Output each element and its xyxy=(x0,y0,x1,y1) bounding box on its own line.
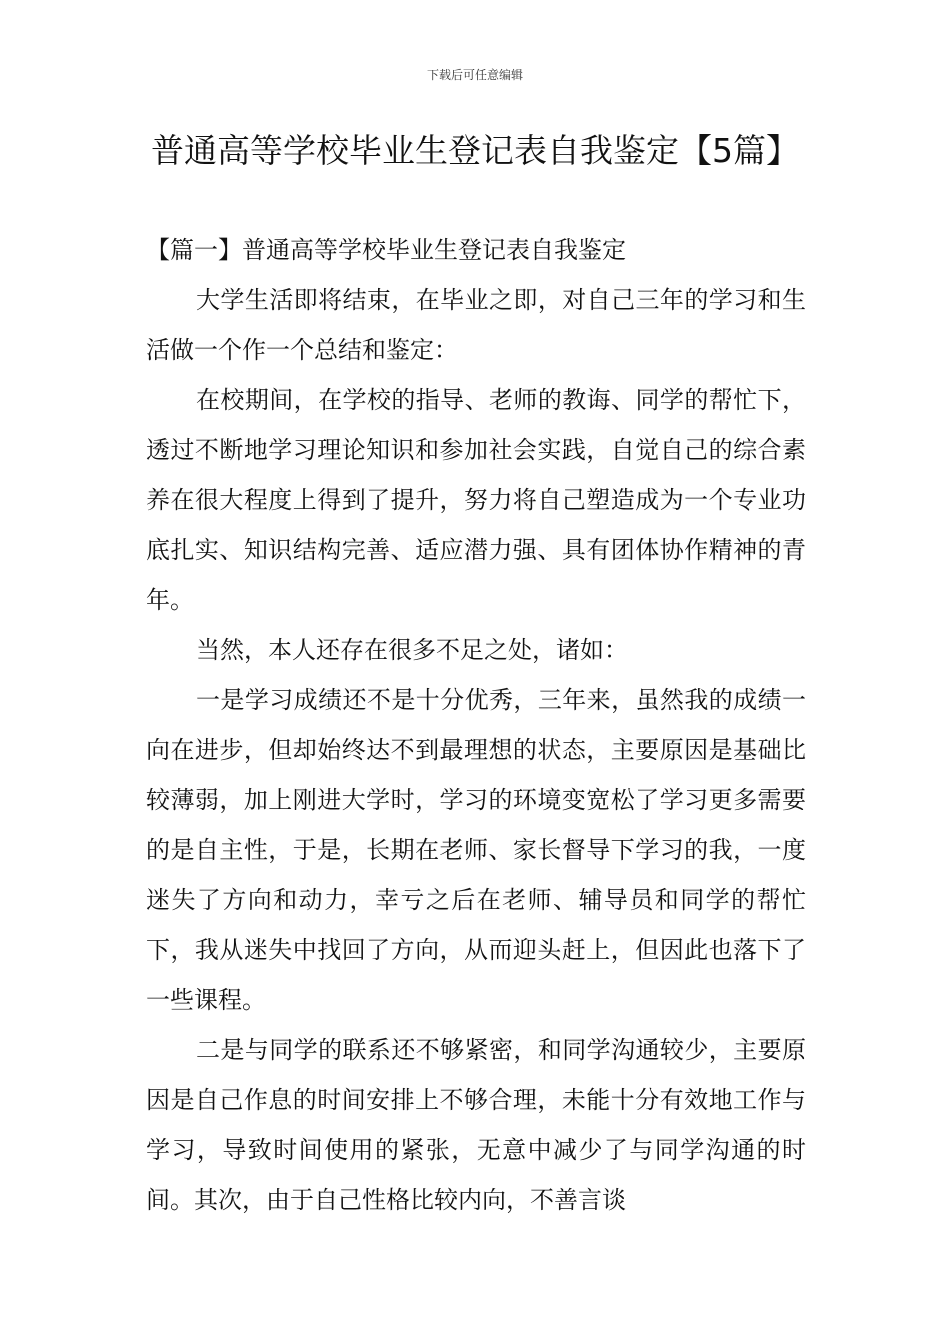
header-note: 下载后可任意编辑 xyxy=(426,68,523,82)
section-heading: 【篇一】普通高等学校毕业生登记表自我鉴定 xyxy=(146,236,626,264)
paragraph-point-one: 一是学习成绩还不是十分优秀，三年来，虽然我的成绩一向在进步，但却始终达不到最理想的状态，主要原因是基础比较薄弱，加上刚进大学时，学习的环境变宽松了学习更多需要的是自主性，于是，长期在老师、家长督导下学习的我，一度迷失了方向和动力，幸亏之后在老师、辅导员和同学的帮忙下，我从迷失中找回了方向，从而迎头赶上，但因此也落下了一些课程。 xyxy=(146,686,806,1014)
paragraph-intro: 大学生活即将结束，在毕业之即，对自己三年的学习和生活做一个作一个总结和鉴定： xyxy=(146,286,806,364)
document-body xyxy=(146,225,806,1225)
paragraph-point-two: 二是与同学的联系还不够紧密，和同学沟通较少，主要原因是自己作息的时间安排上不够合理，未能十分有效地工作与学习，导致时间使用的紧张，无意中减少了与同学沟通的时间。其次，由于自己性格比较内向，不善言谈 xyxy=(146,1036,806,1214)
document-title: 普通高等学校毕业生登记表自我鉴定【5篇】 xyxy=(151,131,799,170)
paragraph-shortcomings: 当然，本人还存在很多不足之处，诸如： xyxy=(196,636,628,664)
paragraph-school-period: 在校期间，在学校的指导、老师的教诲、同学的帮忙下，透过不断地学习理论知识和参加社会实践，自觉自己的综合素养在很大程度上得到了提升，努力将自己塑造成为一个专业功底扎实、知识结构完善、适应潜力强、具有团体协作精神的青年。 xyxy=(146,386,806,614)
